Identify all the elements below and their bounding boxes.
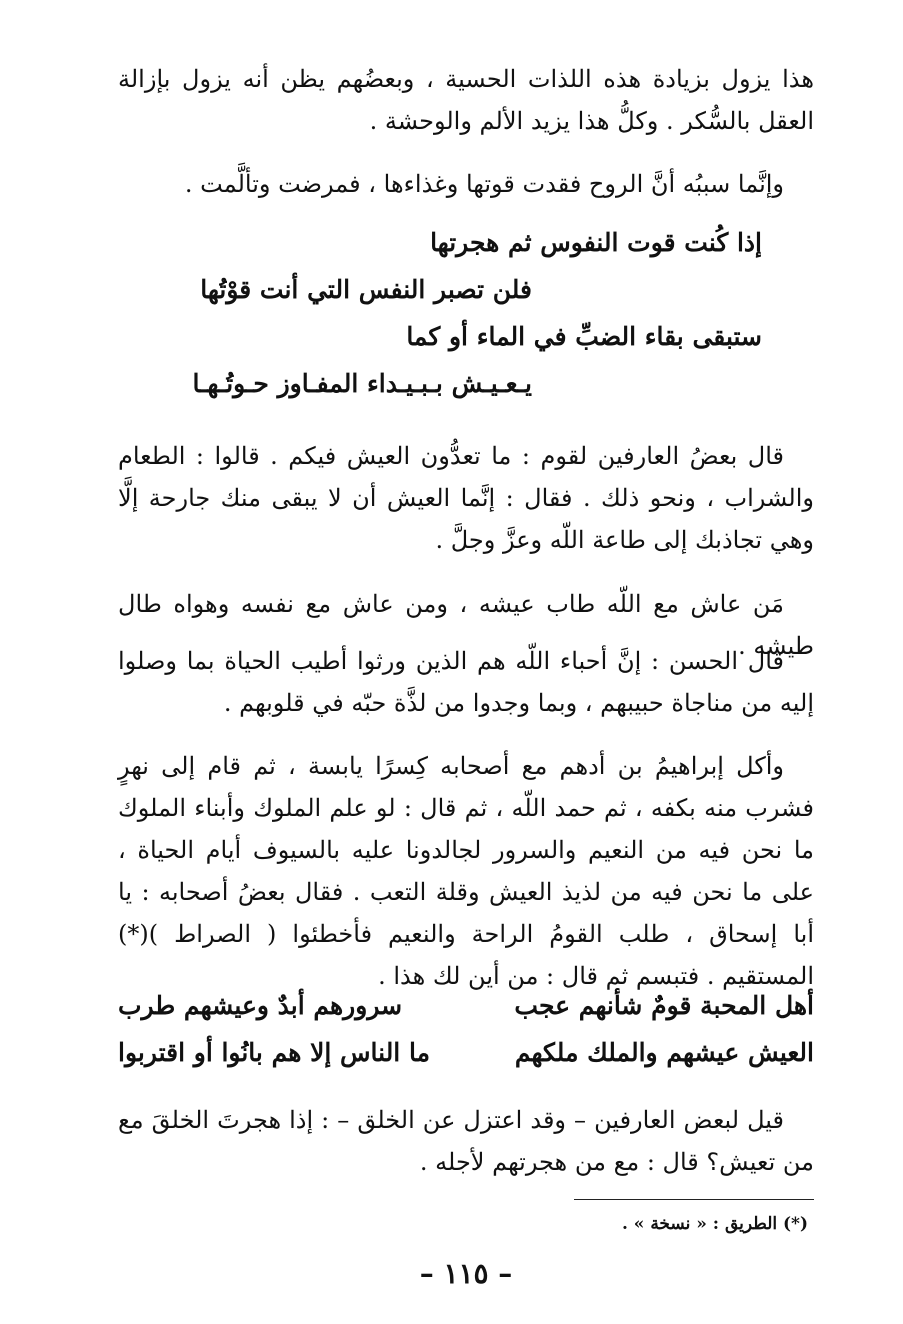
paragraph-1: هذا يزول بزيادة هذه اللذات الحسية ، وبعضُهم يظن أنه يزول بإزالة العقل بالسُّكر . وكلُّ هذا يزيد الألم والوحشة . bbox=[118, 65, 814, 135]
paragraph-7: قيل لبعض العارفين – وقد اعتزل عن الخلق – : إذا هجرتَ الخلقَ مع من تعيش؟ قال : مع من هجرتهم لأجله . bbox=[118, 1106, 814, 1176]
footnote: (*) الطريق : « نسخة » . bbox=[621, 1214, 808, 1234]
poem-2-row-2-second-hemistich: ما الناس إلا هم بانُوا أو اقتربوا bbox=[118, 1038, 430, 1067]
poem-1-line-4: يـعـيـش بـبـيـداء المفـاوز حـوتُـهـا bbox=[192, 369, 532, 398]
poem-1-line-3: ستبقى بقاء الضبِّ في الماء أو كما bbox=[406, 322, 762, 351]
poem-2-row-1 bbox=[118, 984, 814, 1028]
poem-2-row-1-second-hemistich: سرورهم أبدٌ وعيشهم طرب bbox=[118, 991, 403, 1020]
paragraph-4: مَن عاش مع اللّه طاب عيشه ، ومن عاش مع نفسه وهواه طال طيشه . bbox=[118, 590, 814, 660]
book-page bbox=[118, 0, 814, 1324]
paragraph-5: قال الحسن : إنَّ أحباء اللّه هم الذين ورثوا أطيب الحياة بما وصلوا إليه من مناجاة حبيبهم ، وبما وجدوا من لذَّة حبّه في قلوبهم . bbox=[118, 647, 814, 717]
poem-2-row-1-first-hemistich: أهل المحبة قومٌ شأنهم عجب bbox=[514, 991, 814, 1020]
paragraph-3: قال بعضُ العارفين لقوم : ما تعدُّون العيش فيكم . قالوا : الطعام والشراب ، ونحو ذلك . فقال : إنَّما العيش أن لا يبقى منك جارحة إلَّا وهي تجاذبك إلى طاعة اللّه وعزَّ وجلَّ . bbox=[118, 442, 814, 554]
paragraph-6: وأكل إبراهيمُ بن أدهم مع أصحابه كِسرًا يابسة ، ثم قام إلى نهرٍ فشرب منه بكفه ، ثم حمد اللّه ، ثم قال : لو علم الملوك وأبناء الملوك ما نحن فيه من النعيم والسرور لجالدونا عليه بالسيوف أيام الحياة ، على ما نحن فيه من لذيذ العيش وقلة التعب . فقال بعضُ أصحابه : يا أبا إسحاق ، طلب القومُ الراحة والنعيم فأخطئوا ( الصراط )(*) المستقيم . فتبسم ثم قال : من أين لك هذا . bbox=[118, 752, 815, 990]
poem-2-row-2-first-hemistich: العيش عيشهم والملك ملكهم bbox=[514, 1038, 814, 1067]
paragraph-2: وإنَّما سببُه أنَّ الروح فقدت قوتها وغذاءها ، فمرضت وتألَّمت . bbox=[184, 170, 784, 198]
footnote-divider bbox=[574, 1199, 814, 1200]
poem-2-row-2 bbox=[118, 1031, 814, 1075]
page-number: – ١١٥ – bbox=[419, 1257, 513, 1290]
poem-1-line-2: فلن تصبر النفس التي أنت قوْتُها bbox=[200, 275, 532, 304]
poem-1-line-1: إذا كُنت قوت النفوس ثم هجرتها bbox=[430, 228, 762, 257]
